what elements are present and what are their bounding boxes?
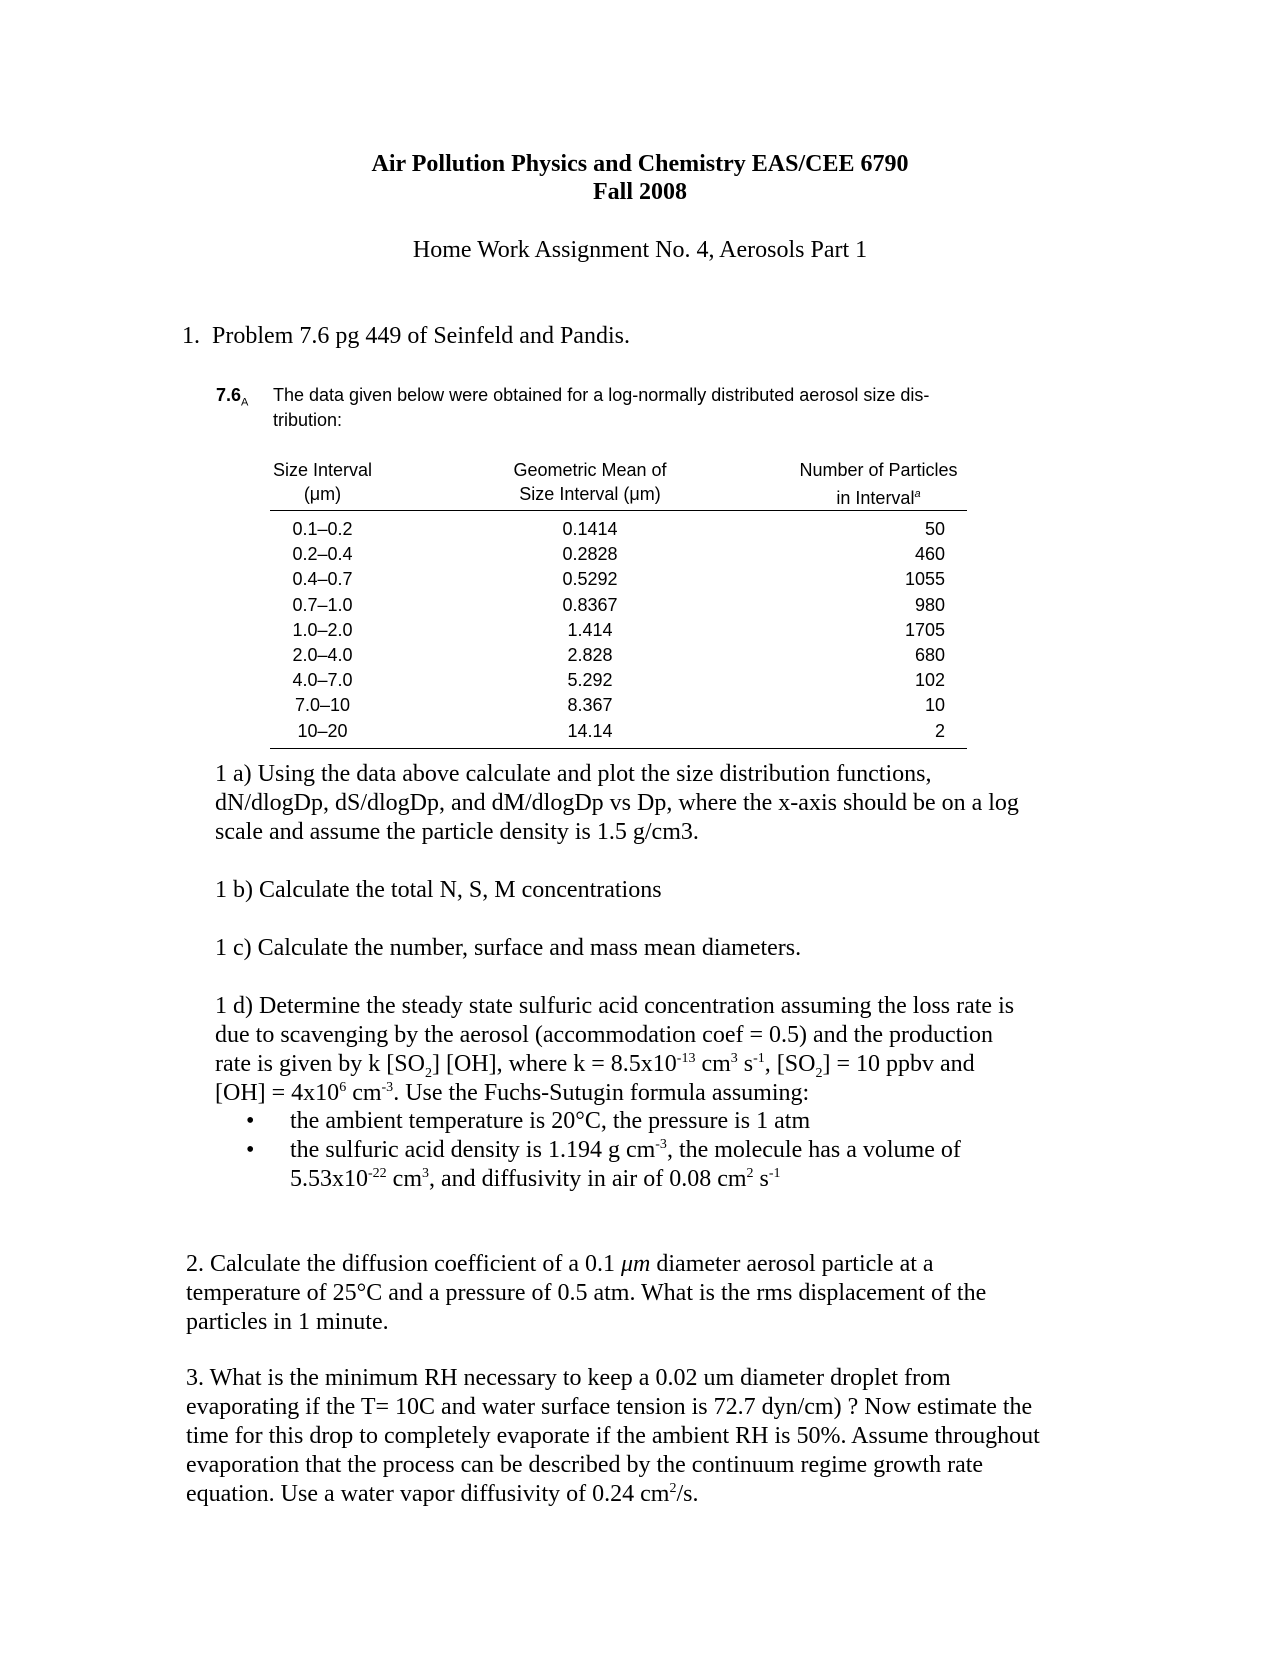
cell-geometric-mean: 0.8367 — [562, 594, 618, 615]
q1d-line-3: rate is given by k $[SO_2]$ [OH], where $k = 8.5x10^{-13}$ $cm^3$ $s^{-1}$, $[SO_2] = 10$ ppbv and — [215, 1051, 975, 1081]
header-geometric-mean: Geometric Mean of Size Interval (μm) — [513, 460, 667, 504]
question-2 — [186, 1250, 1086, 1337]
q3-line-1: 3. What is the minimum RH necessary to keep a 0.02 um diameter droplet from — [186, 1365, 951, 1391]
table-row — [270, 618, 967, 643]
cell-geometric-mean: 1.414 — [567, 619, 613, 640]
cell-geometric-mean: 0.2828 — [562, 544, 618, 565]
cell-particle-count: 1705 — [904, 619, 945, 640]
cell-geometric-mean: 14.14 — [567, 720, 613, 741]
q3-line-5: equation. Use a water vapor diffusivity of 0.24 $cm^2/s$. — [186, 1481, 699, 1507]
table-body — [270, 511, 967, 749]
cell-size-interval: 7.0–10 — [294, 695, 351, 716]
table-row — [270, 668, 967, 693]
cell-particle-count: 102 — [914, 670, 945, 691]
cell-size-interval: 10–20 — [297, 720, 348, 741]
cell-size-interval: 4.0–7.0 — [292, 670, 353, 691]
q1a-line-1: 1 a) Using the data above calculate and plot the size distribution functions, — [215, 761, 932, 787]
cell-size-interval: 0.1–0.2 — [292, 519, 353, 539]
cell-size-interval: 0.4–0.7 — [292, 569, 353, 590]
cell-particle-count: 460 — [914, 544, 945, 565]
table-row — [270, 719, 967, 744]
q1a-line-2: dN/dlogDp, dS/dlogDp, and dM/dlogDp vs Dp, where the x-axis should be on a log — [215, 790, 1019, 816]
bullet-icon: • — [246, 1137, 255, 1163]
size-distribution-table — [270, 458, 967, 749]
cell-particle-count: 10 — [924, 695, 945, 716]
textbook-problem-intro — [273, 383, 993, 433]
cell-geometric-mean: 8.367 — [567, 695, 613, 716]
problem-1-number: 1. — [182, 323, 200, 349]
question-3 — [186, 1364, 1086, 1509]
header-size-interval: Size Interval (μm) — [272, 460, 373, 504]
q1d-line-2: due to scavenging by the aerosol (accommodation coef = 0.5) and the production — [215, 1022, 993, 1048]
problem-1-heading — [182, 322, 630, 350]
title-line-2: Fall 2008 — [593, 179, 687, 205]
cell-size-interval: 0.7–1.0 — [292, 594, 353, 615]
cell-size-interval: 0.2–0.4 — [292, 544, 353, 565]
bullet-icon: • — [246, 1108, 255, 1134]
cell-geometric-mean: 5.292 — [567, 670, 613, 691]
question-1d — [215, 992, 1075, 1108]
cell-size-interval: 2.0–4.0 — [292, 644, 353, 665]
intro-line-2: tribution: — [273, 410, 343, 430]
q2-line-2: temperature of 25°C and a pressure of 0.5 atm. What is the rms displacement of the — [186, 1280, 987, 1306]
table-row — [270, 693, 967, 718]
question-1b: 1 b) Calculate the total N, S, M concentrations — [215, 877, 662, 903]
q2-line-3: particles in 1 minute. — [186, 1309, 389, 1335]
table-header — [270, 458, 967, 511]
question-1c: 1 c) Calculate the number, surface and mass mean diameters. — [215, 935, 802, 961]
list-item: • the sulfuric acid density is 1.194 g $cm^{-3}$, the molecule has a volume of $5.53x10^{-22}$ $cm^3$, and diffusivity in air of 0.08 $cm^2$ $s^{-1}$ — [246, 1137, 961, 1192]
page-title — [0, 150, 1280, 206]
cell-particle-count: 50 — [924, 519, 945, 539]
problem-1-text: Problem 7.6 pg 449 of Seinfeld and Pandis. — [212, 323, 630, 349]
header-number-of-particles: Number of Particles in Interval$^a$ — [799, 460, 958, 508]
assignment-subtitle: Home Work Assignment No. 4, Aerosols Part 1 — [412, 237, 868, 263]
table-row — [270, 593, 967, 618]
cell-particle-count: 680 — [914, 644, 945, 665]
q3-line-4: evaporation that the process can be described by the continuum regime growth rate — [186, 1452, 984, 1478]
table-row — [270, 542, 967, 567]
question-1a — [215, 760, 1075, 847]
textbook-problem-number: $7.6_A$ — [216, 385, 249, 409]
cell-geometric-mean: 0.1414 — [562, 519, 618, 539]
cell-size-interval: 1.0–2.0 — [292, 619, 353, 640]
q2-line-1: 2. Calculate the diffusion coefficient of a 0.1 μm diameter aerosol particle at a — [186, 1251, 934, 1277]
q1a-line-3: scale and assume the particle density is 1.5 g/cm3. — [215, 819, 699, 845]
table-row — [270, 567, 967, 592]
list-item: • the ambient temperature is 20°C, the pressure is 1 atm — [246, 1108, 811, 1134]
assumption-list — [240, 1107, 1080, 1194]
q1d-line-1: 1 d) Determine the steady state sulfuric acid concentration assuming the loss rate is — [215, 993, 1015, 1019]
cell-particle-count: 1055 — [904, 569, 945, 590]
cell-particle-count: 2 — [934, 720, 945, 741]
q1d-line-4: $[OH] = 4x10^6$ $cm^{-3}$. Use the Fuchs-Sutugin formula assuming: — [215, 1080, 810, 1106]
cell-geometric-mean: 0.5292 — [562, 569, 618, 590]
q3-line-2: evaporating if the T= 10C and water surface tension is 72.7 dyn/cm) ? Now estimate the — [186, 1394, 1033, 1420]
title-line-1: Air Pollution Physics and Chemistry EAS/CEE 6790 — [371, 151, 909, 177]
cell-particle-count: 980 — [914, 594, 945, 615]
intro-line-1: The data given below were obtained for a log-normally distributed aerosol size dis- — [273, 385, 930, 405]
table-row — [270, 517, 967, 542]
q3-line-3: time for this drop to completely evaporate if the ambient RH is 50%. Assume throughout — [186, 1423, 1040, 1449]
cell-geometric-mean: 2.828 — [567, 644, 613, 665]
table-row — [270, 643, 967, 668]
